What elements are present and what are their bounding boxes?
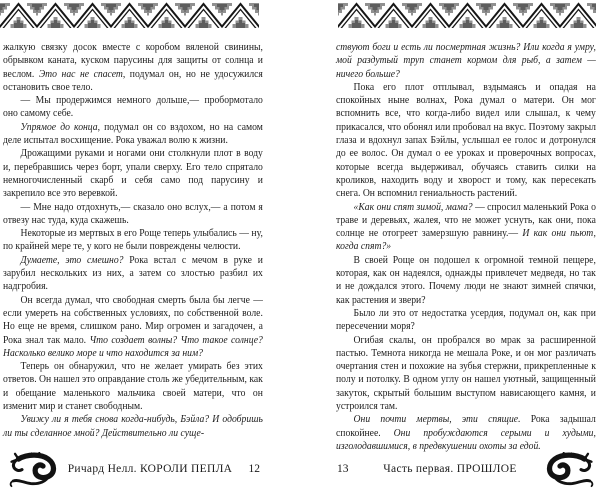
text-run: Рока встал с мечом в руке и зарубил нескольких из них, а затем со злостью разбил их надгробия. bbox=[3, 253, 263, 293]
running-footer-title: Часть первая. ПРОШЛОЕ bbox=[383, 463, 517, 475]
paragraph bbox=[3, 41, 263, 94]
paragraph bbox=[336, 334, 596, 414]
paragraph bbox=[336, 201, 596, 254]
paragraph bbox=[3, 121, 263, 148]
text-run: , подумал он со вздохом, но на самом деле испытал восхищение. Рока уважал волю к жизни. bbox=[3, 120, 263, 147]
text-run-italic: Что создает волны? Что такое солнце? Насколько велико море и что находится за ним? bbox=[3, 333, 263, 359]
text-run: В своей Роще он подошел к огромной темной пещере, которая, как он надеялся, однажды привлечет медведя, но так и не дождался этого. Почему люди не знают зимней спячки, как растения и звери? bbox=[336, 253, 596, 306]
text-run: Теперь он обнаружил, что не желает умирать без этих ответов. Он нашел это оправдание столь же убедительным, как и обещание маленького мальчика своей матери, что он изменит мир и станет свободным. bbox=[3, 360, 263, 413]
page-number: 13 bbox=[337, 463, 349, 475]
text-run-italic: Увижу ли я тебя снова когда-нибудь, Бэйла? И одобришь ли ты сделанное мной? Действительно ли суще- bbox=[3, 413, 263, 439]
text-run: — спросил маленький Рока о траве и деревьях, жалея, что не может уснуть, как они, пока солнце не отогреет замерзшую равнину.— bbox=[336, 200, 596, 240]
text-run-italic: Упрямое до конца bbox=[20, 120, 98, 133]
dragon-icon bbox=[8, 452, 64, 488]
paragraph bbox=[336, 81, 596, 201]
text-run-italic: Это нас не спасет bbox=[38, 67, 123, 80]
paragraph bbox=[336, 307, 596, 334]
paragraph bbox=[336, 41, 596, 81]
page-right bbox=[300, 0, 600, 489]
text-run-italic: И как они пьют, когда спят?» bbox=[336, 227, 596, 253]
text-run: Было ли это от недостатка усердия, подумал он, как при пересечении моря? bbox=[336, 306, 596, 333]
paragraph bbox=[3, 294, 263, 360]
paragraph bbox=[3, 147, 263, 200]
dragon-icon bbox=[539, 452, 595, 488]
text-run: — Мне надо отдохнуть,— сказало оно вслух,— а потом я отвезу нас туда, куда скажешь. bbox=[3, 200, 263, 226]
paragraph bbox=[3, 360, 263, 413]
text-run-italic: Они почти мертвы, эти спящие. bbox=[353, 413, 521, 426]
paragraph bbox=[3, 413, 263, 440]
text-run: Рока задышал спокойнее. bbox=[336, 413, 596, 439]
text-run-italic: ствуют боги и есть ли посмертная жизнь? Или когда я умру, мой раздутый труп станет кормом для рыб, а затем — ничего больше? bbox=[336, 41, 596, 80]
text-run-italic: Они пробуждаются серыми и худыми, изголодавшимися, в предвкушении охоты за едой. bbox=[336, 426, 596, 452]
text-run: Пока его плот отплывал, вздымаясь и опадая на спокойных ныне волнах, Рока думал о матери. Он мог вспомнить все, что когда-либо видел или слышал, к чему прикасался, что обонял или пробовал на вкус. Поэтому закрыл глаза и вдохнул запах Бэйлы, услышал ее голос и дотронулся до ее волос. Он думал о ее уроках и проверочных вопросах, которые всегда выдерживал, обучаясь ставить силки на кроликов, находить воду и хворост и тому, как пересекать снега. Он вспомнил гениальность растений. bbox=[336, 80, 596, 200]
text-run: Он всегда думал, что свободная смерть была бы легче — если умереть на собственных условиях, по собственной воле. Но еще не время, слишком рано. Мир огромен и загадочен, а Рока знал так мало. bbox=[3, 293, 263, 346]
paragraph bbox=[336, 413, 596, 453]
text-run: Некоторые из мертвых в его Роще теперь улыбались — ну, по крайней мере те, у кого не были повреждены челюсти. bbox=[3, 227, 263, 253]
zigzag-border-icon bbox=[338, 2, 596, 28]
text-run: жалкую связку досок вместе с коробом вяленой свинины, обрывком каната, куском парусины для защиты от солнца и веслом. bbox=[3, 41, 263, 80]
text-run: , подумал он, но не удосужился остановить свое тело. bbox=[3, 67, 263, 93]
text-run-italic: «Как они спят зимой, мама? bbox=[353, 200, 473, 213]
running-footer-title: Ричард Нелл. КОРОЛИ ПЕПЛА bbox=[67, 463, 233, 475]
page-number: 12 bbox=[248, 463, 260, 475]
paragraph bbox=[3, 94, 263, 121]
text-run: — Мы продержимся немного дольше,— пробормотало оно самому себе. bbox=[3, 94, 263, 120]
body-text-right bbox=[336, 41, 596, 453]
text-run: Дрожащими руками и ногами они столкнули плот в воду и, перебравшись через борт, упали сверху. Его тело спрятало немногочисленный скарб и себя само под парусину и закрепило все это веревкой. bbox=[3, 147, 263, 200]
body-text-left bbox=[3, 41, 263, 440]
text-run: Огибая скалы, он пробрался во мрак за расширенной пастью. Темнота никогда не мешала Роке, и он мог различать очертания стен и похожие на зубья стержни, прикрепленные к полу и потолку. В одном углу он нашел уютный, защищенный закуток, скрытый большим выступом нависающего камня, и устроился там. bbox=[336, 333, 596, 413]
paragraph bbox=[3, 227, 263, 254]
paragraph bbox=[3, 201, 263, 228]
text-run-italic: Думаете, это смешно? bbox=[20, 253, 124, 266]
paragraph bbox=[336, 254, 596, 307]
paragraph bbox=[3, 254, 263, 294]
zigzag-border-icon bbox=[0, 2, 259, 28]
